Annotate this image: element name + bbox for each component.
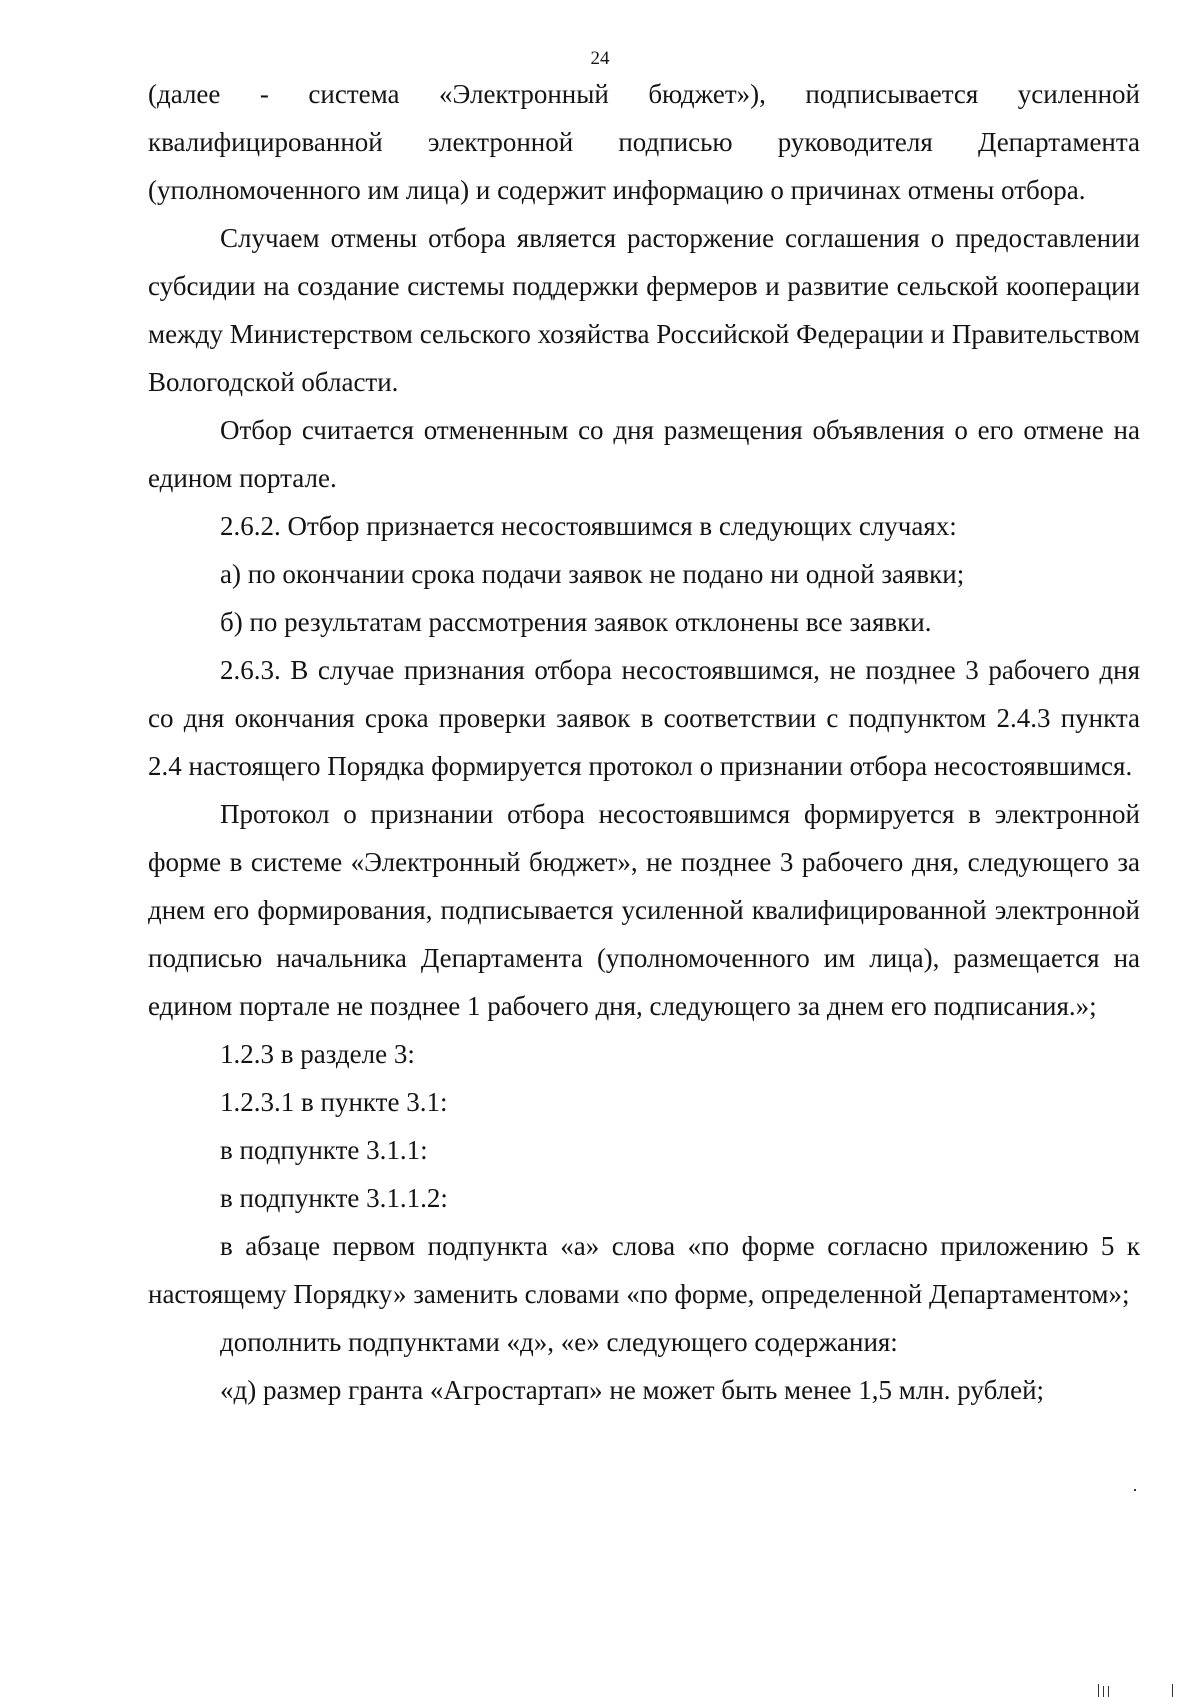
paragraph: в абзаце первом подпункта «а» слова «по форме согласно приложению 5 к настоящему Порядку» заменить словами «по форме, определенной Департаментом»; [148, 1231, 1140, 1309]
paragraph: «д) размер гранта «Агростартап» не может быть менее 1,5 млн. рублей; [220, 1375, 1045, 1405]
scan-mark [1172, 1684, 1173, 1697]
scan-mark [1134, 1489, 1136, 1491]
paragraph: в подпункте 3.1.1.2: [220, 1183, 448, 1213]
paragraph: Отбор считается отмененным со дня размещения объявления о его отмене на едином портале. [148, 415, 1140, 493]
scan-mark [1108, 1686, 1109, 1697]
paragraph: 2.6.3. В случае признания отбора несостоявшимся, не позднее 3 рабочего дня со дня окончания срока проверки заявок в соответствии с подпунктом 2.4.3 пункта 2.4 настоящего Порядка формируется протокол о признании отбора несостоявшимся. [148, 655, 1140, 781]
paragraph: б) по результатам рассмотрения заявок отклонены все заявки. [220, 607, 932, 637]
paragraph: в подпункте 3.1.1: [220, 1135, 428, 1165]
paragraph: 1.2.3 в разделе 3: [220, 1039, 415, 1069]
scan-mark [1103, 1686, 1104, 1697]
paragraph: (далее - система «Электронный бюджет»), подписывается усиленной квалифицированной электронной подписью руководителя Департамента (уполномоченного им лица) и содержит информацию о причинах отмены отбора. [148, 79, 1140, 205]
paragraph: Протокол о признании отбора несостоявшимся формируется в электронной форме в системе «Электронный бюджет», не позднее 3 рабочего дня, следующего за днем его формирования, подписывается усиленной квалифицированной электронной подписью начальника Департамента (уполномоченного им лица), размещается на едином портале не позднее 1 рабочего дня, следующего за днем его подписания.»; [148, 799, 1140, 1021]
paragraph: 2.6.2. Отбор признается несостоявшимся в следующих случаях: [220, 511, 957, 541]
scan-mark [1098, 1684, 1099, 1697]
paragraph: дополнить подпунктами «д», «е» следующего содержания: [220, 1327, 898, 1357]
paragraph: 1.2.3.1 в пункте 3.1: [220, 1087, 448, 1117]
paragraph: Случаем отмены отбора является расторжение соглашения о предоставлении субсидии на создание системы поддержки фермеров и развитие сельской кооперации между Министерством сельского хозяйства Российской Федерации и Правительством Вологодской области. [148, 223, 1140, 397]
document-body [148, 70, 1140, 1414]
page-number: 24 [590, 48, 610, 69]
paragraph: а) по окончании срока подачи заявок не подано ни одной заявки; [220, 559, 965, 589]
